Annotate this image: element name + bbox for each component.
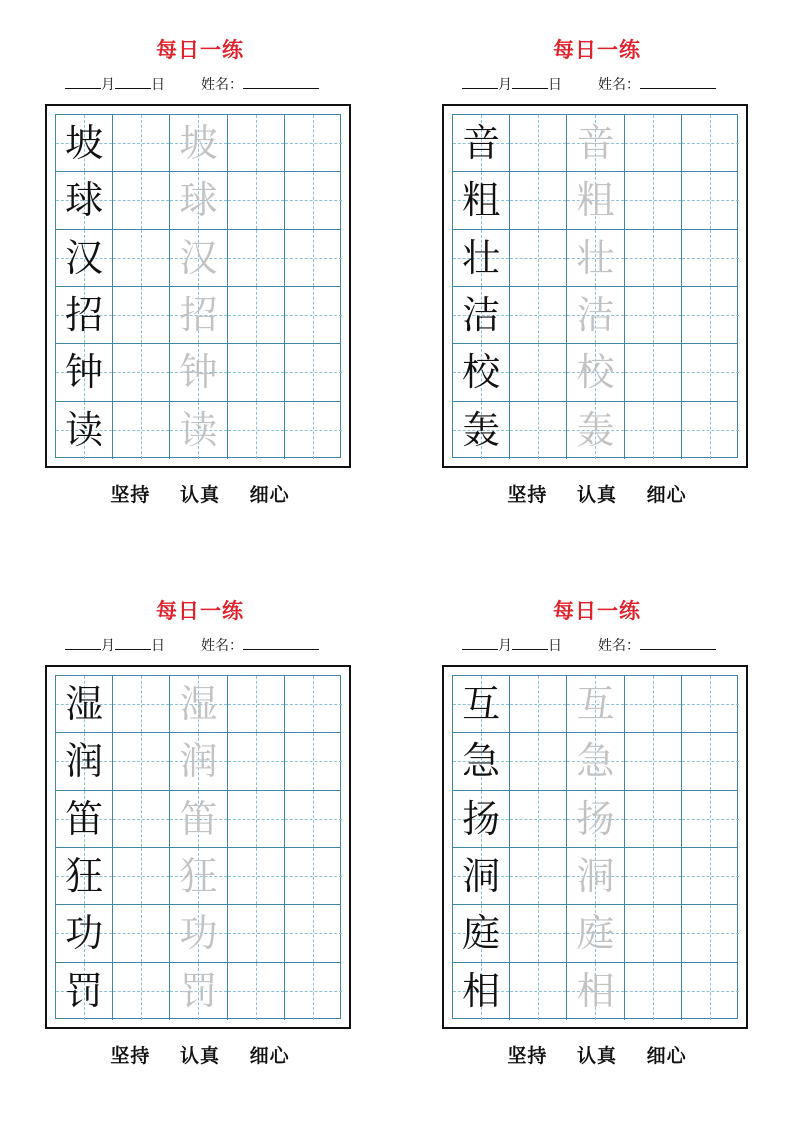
trace-cell[interactable]: [170, 905, 227, 961]
model-cell: [56, 848, 113, 904]
model-character: 轰: [462, 408, 501, 453]
grid-row: [453, 402, 737, 459]
blank-writing-cell[interactable]: [285, 676, 342, 732]
grid-row: [56, 905, 340, 962]
name-label: 姓名：: [598, 77, 640, 93]
trace-cell[interactable]: [170, 172, 227, 228]
blank-writing-cell[interactable]: [113, 287, 170, 343]
day-blank[interactable]: [115, 637, 151, 650]
model-character: 狂: [65, 854, 104, 899]
trace-cell[interactable]: [567, 963, 624, 1020]
model-cell: [453, 905, 510, 961]
blank-writing-cell[interactable]: [510, 791, 567, 847]
blank-writing-cell[interactable]: [510, 733, 567, 789]
model-cell: [56, 402, 113, 459]
trace-cell[interactable]: [567, 848, 624, 904]
month-blank[interactable]: [462, 637, 498, 650]
trace-cell[interactable]: [567, 172, 624, 228]
tian-grid: [55, 114, 341, 458]
day-label: 日: [151, 638, 165, 654]
trace-cell[interactable]: [170, 791, 227, 847]
name-label: 姓名：: [598, 638, 640, 654]
blank-writing-cell[interactable]: [285, 733, 342, 789]
model-character: 功: [65, 911, 104, 956]
blank-writing-cell[interactable]: [228, 230, 285, 286]
blank-writing-cell[interactable]: [625, 344, 682, 400]
blank-writing-cell[interactable]: [625, 115, 682, 171]
grid-row: [453, 287, 737, 344]
model-character: 洁: [462, 293, 501, 338]
month-label: 月: [498, 77, 512, 93]
blank-writing-cell[interactable]: [682, 848, 739, 904]
trace-character: 洞: [576, 854, 615, 899]
grid-row: [453, 963, 737, 1020]
motto: 坚持 认真 细心: [507, 484, 687, 506]
trace-cell[interactable]: [170, 402, 227, 459]
blank-writing-cell[interactable]: [285, 905, 342, 961]
blank-writing-cell[interactable]: [113, 963, 170, 1020]
grid-row: [453, 172, 737, 229]
trace-cell[interactable]: [170, 676, 227, 732]
trace-cell[interactable]: [170, 963, 227, 1020]
grid-row: [56, 344, 340, 401]
name-blank[interactable]: [640, 76, 716, 89]
month-blank[interactable]: [65, 637, 101, 650]
grid-row: [56, 676, 340, 733]
blank-writing-cell[interactable]: [285, 287, 342, 343]
model-cell: [56, 791, 113, 847]
model-cell: [56, 344, 113, 400]
motto: 坚持 认真 细心: [110, 484, 290, 506]
model-cell: [453, 344, 510, 400]
blank-writing-cell[interactable]: [113, 230, 170, 286]
trace-cell[interactable]: [567, 115, 624, 171]
blank-writing-cell[interactable]: [682, 733, 739, 789]
blank-writing-cell[interactable]: [285, 230, 342, 286]
trace-character: 互: [576, 682, 615, 727]
grid-row: [453, 344, 737, 401]
sheet-title: 每日一练: [553, 37, 641, 62]
trace-cell[interactable]: [170, 344, 227, 400]
grid-row: [453, 791, 737, 848]
trace-cell[interactable]: [567, 230, 624, 286]
grid-row: [453, 733, 737, 790]
model-character: 洞: [462, 854, 501, 899]
trace-cell[interactable]: [170, 733, 227, 789]
grid-row: [453, 676, 737, 733]
blank-writing-cell[interactable]: [228, 733, 285, 789]
month-blank[interactable]: [462, 76, 498, 89]
trace-cell[interactable]: [170, 230, 227, 286]
grid-row: [453, 848, 737, 905]
blank-writing-cell[interactable]: [113, 115, 170, 171]
trace-cell[interactable]: [170, 287, 227, 343]
model-character: 扬: [462, 796, 501, 841]
month-label: 月: [101, 77, 115, 93]
blank-writing-cell[interactable]: [228, 676, 285, 732]
grid-row: [56, 848, 340, 905]
model-cell: [453, 115, 510, 171]
blank-writing-cell[interactable]: [682, 676, 739, 732]
blank-writing-cell[interactable]: [625, 791, 682, 847]
blank-writing-cell[interactable]: [113, 791, 170, 847]
day-blank[interactable]: [512, 637, 548, 650]
model-cell: [453, 402, 510, 459]
trace-character: 扬: [576, 796, 615, 841]
trace-character: 湿: [179, 682, 218, 727]
tian-grid: [55, 675, 341, 1019]
date-name-line: [462, 74, 752, 92]
model-character: 急: [462, 739, 501, 784]
blank-writing-cell[interactable]: [625, 848, 682, 904]
blank-writing-cell[interactable]: [285, 402, 342, 459]
trace-cell[interactable]: [567, 676, 624, 732]
blank-writing-cell[interactable]: [113, 402, 170, 459]
grid-row: [56, 733, 340, 790]
model-cell: [56, 287, 113, 343]
trace-cell[interactable]: [567, 344, 624, 400]
blank-writing-cell[interactable]: [228, 344, 285, 400]
trace-cell[interactable]: [170, 848, 227, 904]
model-character: 壮: [462, 235, 501, 280]
model-cell: [453, 287, 510, 343]
trace-character: 急: [576, 739, 615, 784]
blank-writing-cell[interactable]: [682, 963, 739, 1020]
trace-character: 招: [179, 293, 218, 338]
blank-writing-cell[interactable]: [510, 230, 567, 286]
blank-writing-cell[interactable]: [625, 676, 682, 732]
blank-writing-cell[interactable]: [113, 905, 170, 961]
sheet-title: 每日一练: [156, 598, 244, 623]
trace-character: 粗: [576, 178, 615, 223]
blank-writing-cell[interactable]: [113, 344, 170, 400]
blank-writing-cell[interactable]: [625, 172, 682, 228]
model-cell: [56, 733, 113, 789]
trace-character: 音: [576, 121, 615, 166]
model-character: 音: [462, 121, 501, 166]
day-blank[interactable]: [512, 76, 548, 89]
month-label: 月: [498, 638, 512, 654]
model-character: 罚: [65, 969, 104, 1014]
model-cell: [453, 230, 510, 286]
day-label: 日: [151, 77, 165, 93]
model-character: 粗: [462, 178, 501, 223]
blank-writing-cell[interactable]: [625, 963, 682, 1020]
model-character: 读: [65, 408, 104, 453]
blank-writing-cell[interactable]: [285, 115, 342, 171]
writing-frame: [45, 665, 351, 1029]
trace-character: 读: [179, 408, 218, 453]
blank-writing-cell[interactable]: [285, 172, 342, 228]
day-label: 日: [548, 638, 562, 654]
grid-row: [56, 402, 340, 459]
blank-writing-cell[interactable]: [510, 402, 567, 459]
trace-character: 功: [179, 911, 218, 956]
grid-row: [56, 230, 340, 287]
blank-writing-cell[interactable]: [228, 848, 285, 904]
model-cell: [56, 905, 113, 961]
blank-writing-cell[interactable]: [682, 287, 739, 343]
blank-writing-cell[interactable]: [682, 172, 739, 228]
blank-writing-cell[interactable]: [625, 733, 682, 789]
trace-character: 轰: [576, 408, 615, 453]
sheet-title: 每日一练: [553, 598, 641, 623]
blank-writing-cell[interactable]: [113, 676, 170, 732]
tian-grid: [452, 675, 738, 1019]
model-character: 润: [65, 739, 104, 784]
trace-character: 笛: [179, 796, 218, 841]
model-character: 湿: [65, 682, 104, 727]
grid-row: [453, 230, 737, 287]
model-cell: [56, 172, 113, 228]
blank-writing-cell[interactable]: [113, 848, 170, 904]
model-cell: [453, 848, 510, 904]
model-cell: [56, 676, 113, 732]
blank-writing-cell[interactable]: [510, 848, 567, 904]
model-cell: [56, 230, 113, 286]
grid-row: [56, 172, 340, 229]
model-character: 坡: [65, 121, 104, 166]
blank-writing-cell[interactable]: [285, 963, 342, 1020]
trace-character: 坡: [179, 121, 218, 166]
grid-row: [56, 963, 340, 1020]
blank-writing-cell[interactable]: [682, 230, 739, 286]
trace-character: 壮: [576, 235, 615, 280]
blank-writing-cell[interactable]: [510, 905, 567, 961]
blank-writing-cell[interactable]: [228, 905, 285, 961]
model-cell: [453, 963, 510, 1020]
grid-row: [453, 115, 737, 172]
model-cell: [56, 963, 113, 1020]
writing-frame: [442, 665, 748, 1029]
trace-character: 庭: [576, 911, 615, 956]
model-cell: [453, 791, 510, 847]
name-label: 姓名：: [201, 638, 243, 654]
trace-character: 狂: [179, 854, 218, 899]
blank-writing-cell[interactable]: [510, 287, 567, 343]
trace-cell[interactable]: [567, 402, 624, 459]
trace-cell[interactable]: [567, 287, 624, 343]
tian-grid: [452, 114, 738, 458]
blank-writing-cell[interactable]: [625, 230, 682, 286]
trace-cell[interactable]: [567, 791, 624, 847]
blank-writing-cell[interactable]: [228, 402, 285, 459]
sheet-title: 每日一练: [156, 37, 244, 62]
blank-writing-cell[interactable]: [682, 402, 739, 459]
date-name-line: [462, 635, 752, 653]
day-blank[interactable]: [115, 76, 151, 89]
blank-writing-cell[interactable]: [228, 791, 285, 847]
model-character: 钟: [65, 350, 104, 395]
model-character: 球: [65, 178, 104, 223]
model-cell: [453, 172, 510, 228]
trace-character: 罚: [179, 969, 218, 1014]
blank-writing-cell[interactable]: [113, 733, 170, 789]
model-cell: [453, 676, 510, 732]
motto: 坚持 认真 细心: [507, 1045, 687, 1067]
blank-writing-cell[interactable]: [510, 172, 567, 228]
trace-character: 洁: [576, 293, 615, 338]
blank-writing-cell[interactable]: [285, 344, 342, 400]
model-character: 校: [462, 350, 501, 395]
blank-writing-cell[interactable]: [228, 287, 285, 343]
blank-writing-cell[interactable]: [625, 287, 682, 343]
name-blank[interactable]: [243, 76, 319, 89]
blank-writing-cell[interactable]: [625, 402, 682, 459]
grid-row: [56, 287, 340, 344]
trace-character: 润: [179, 739, 218, 784]
name-blank[interactable]: [243, 637, 319, 650]
name-label: 姓名：: [201, 77, 243, 93]
month-blank[interactable]: [65, 76, 101, 89]
blank-writing-cell[interactable]: [228, 172, 285, 228]
blank-writing-cell[interactable]: [510, 344, 567, 400]
trace-cell[interactable]: [567, 733, 624, 789]
blank-writing-cell[interactable]: [682, 791, 739, 847]
name-blank[interactable]: [640, 637, 716, 650]
trace-character: 钟: [179, 350, 218, 395]
blank-writing-cell[interactable]: [682, 905, 739, 961]
blank-writing-cell[interactable]: [510, 115, 567, 171]
blank-writing-cell[interactable]: [510, 963, 567, 1020]
motto: 坚持 认真 细心: [110, 1045, 290, 1067]
trace-cell[interactable]: [567, 905, 624, 961]
trace-character: 校: [576, 350, 615, 395]
model-cell: [56, 115, 113, 171]
blank-writing-cell[interactable]: [285, 791, 342, 847]
model-character: 庭: [462, 911, 501, 956]
date-name-line: [65, 635, 355, 653]
blank-writing-cell[interactable]: [228, 963, 285, 1020]
blank-writing-cell[interactable]: [682, 115, 739, 171]
blank-writing-cell[interactable]: [228, 115, 285, 171]
grid-row: [56, 791, 340, 848]
date-name-line: [65, 74, 355, 92]
model-character: 笛: [65, 796, 104, 841]
blank-writing-cell[interactable]: [285, 848, 342, 904]
model-character: 招: [65, 293, 104, 338]
writing-frame: [45, 104, 351, 468]
model-character: 相: [462, 969, 501, 1014]
day-label: 日: [548, 77, 562, 93]
blank-writing-cell[interactable]: [682, 344, 739, 400]
blank-writing-cell[interactable]: [625, 905, 682, 961]
trace-character: 球: [179, 178, 218, 223]
model-character: 汉: [65, 235, 104, 280]
grid-row: [453, 905, 737, 962]
model-character: 互: [462, 682, 501, 727]
trace-character: 相: [576, 969, 615, 1014]
grid-row: [56, 115, 340, 172]
blank-writing-cell[interactable]: [510, 676, 567, 732]
blank-writing-cell[interactable]: [113, 172, 170, 228]
writing-frame: [442, 104, 748, 468]
month-label: 月: [101, 638, 115, 654]
trace-cell[interactable]: [170, 115, 227, 171]
trace-character: 汉: [179, 235, 218, 280]
model-cell: [453, 733, 510, 789]
